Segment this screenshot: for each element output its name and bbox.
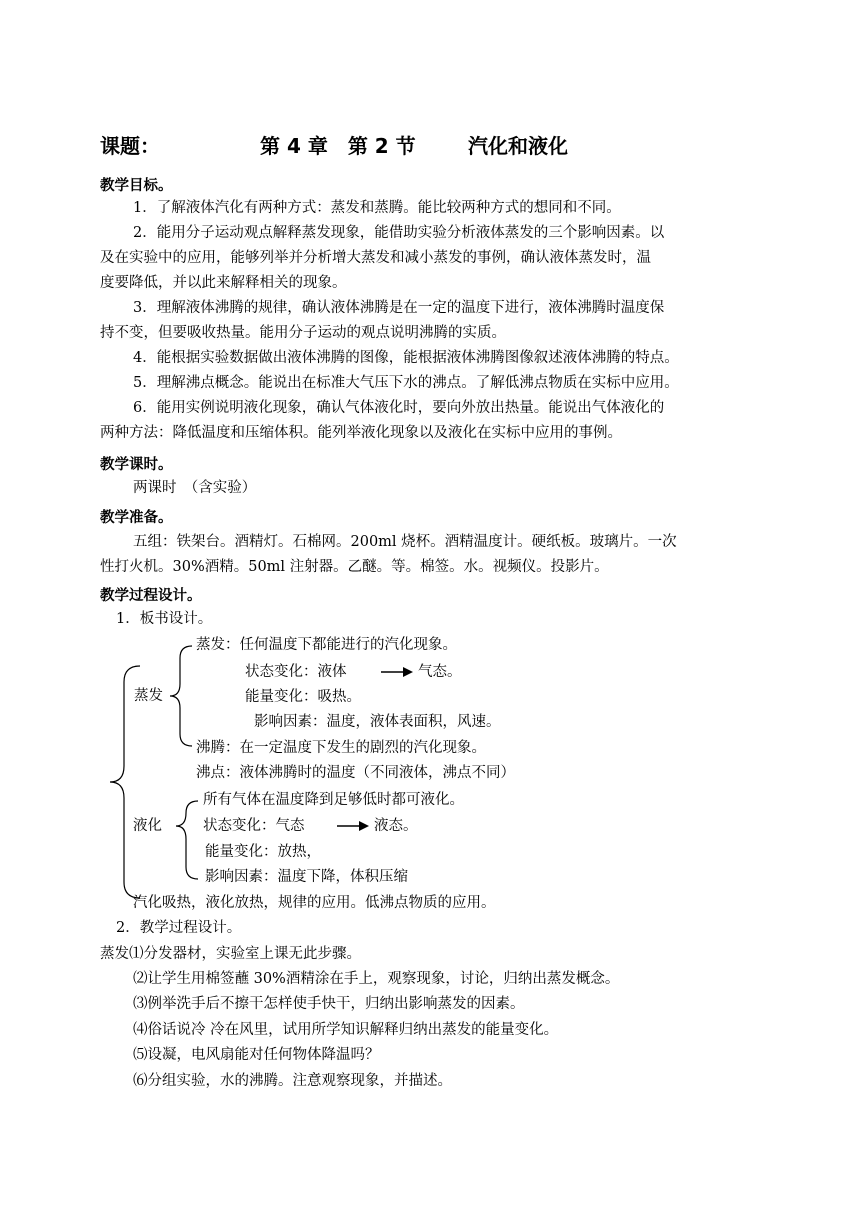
objective-line: 度要降低，并以此来解释相关的现象。	[100, 275, 347, 291]
objective-line: 4．能根据实验数据做出液体沸腾的图像，能根据液体沸腾图像叙述液体沸腾的特点。	[133, 350, 679, 366]
evap-factors: 影响因素：温度，液体表面积，风速。	[254, 714, 501, 730]
evap-arrow-head	[403, 667, 413, 677]
liq-factors: 影响因素：温度下降，体积压缩	[205, 869, 408, 885]
evap-label: 蒸发	[134, 688, 163, 704]
title-name: 汽化和液化	[468, 134, 568, 158]
prep-line: 性打火机。30%酒精。50ml 注射器。乙醚。等。棉签。水。视频仪。投影片。	[100, 559, 609, 575]
liq-energy: 能量变化：放热，	[205, 844, 321, 860]
evap-energy: 能量变化：吸热。	[245, 689, 361, 705]
liq-brace	[176, 801, 198, 879]
boil-point: 沸点：液体沸腾时的温度（不同液体，沸点不同）	[196, 765, 515, 781]
title-chapter: 第 4 章 第 2 节	[260, 134, 416, 158]
liq-definition: 所有气体在温度降到足够低时都可液化。	[203, 792, 464, 808]
objective-line: 持不变，但要吸收热量。能用分子运动的观点说明沸腾的实质。	[100, 325, 506, 341]
hours-heading: 教学课时。	[100, 457, 173, 473]
process-heading: 教学过程设计。	[100, 588, 202, 604]
evap-brace	[170, 646, 192, 746]
evap-state-prefix: 状态变化：液体	[245, 664, 347, 680]
objective-line: 及在实验中的应用，能够列举并分析增大蒸发和减小蒸发的事例，确认液体蒸发时，温	[100, 250, 651, 266]
design-step: ⑷俗话说冷 冷在风里，试用所学知识解释归纳出蒸发的能量变化。	[133, 1022, 559, 1038]
prep-heading: 教学准备。	[100, 510, 173, 526]
design-step: ⑸设凝，电风扇能对任何物体降温吗？	[133, 1047, 380, 1063]
objective-line: 5．理解沸点概念。能说出在标准大气压下水的沸点。了解低沸点物质在实标中应用。	[133, 375, 679, 391]
liq-state-prefix: 状态变化：气态	[203, 818, 305, 834]
liq-label: 液化	[133, 818, 162, 834]
title-label: 课题：	[100, 134, 160, 158]
board-summary: 汽化吸热，液化放热，规律的应用。低沸点物质的应用。	[133, 895, 496, 911]
objective-line: 3．理解液体沸腾的规律，确认液体沸腾是在一定的温度下进行，液体沸腾时温度保	[133, 300, 665, 316]
evap-state-suffix: 气态。	[418, 664, 462, 680]
design-step: ⑶例举洗手后不擦干怎样使手快干，归纳出影响蒸发的因素。	[133, 996, 525, 1012]
design-step: 蒸发⑴分发器材，实验室上课无此步骤。	[100, 946, 361, 962]
design-step: ⑵让学生用棉签蘸 30%酒精涂在手上，观察现象，讨论，归纳出蒸发概念。	[133, 971, 620, 987]
objective-line: 1．了解液体汽化有两种方式：蒸发和蒸腾。能比较两种方式的想同和不同。	[133, 200, 621, 216]
objective-line: 6．能用实例说明液化现象，确认气体液化时，要向外放出热量。能说出气体液化的	[133, 400, 665, 416]
design-step: ⑹分组实验，水的沸腾。注意观察现象，并描述。	[133, 1073, 452, 1089]
hours-text: 两课时 （含实验）	[133, 480, 257, 496]
objective-line: 两种方法：降低温度和压缩体积。能列举液化现象以及液化在实标中应用的事例。	[100, 425, 622, 441]
design-title: 2．教学过程设计。	[116, 920, 242, 936]
evap-definition: 蒸发：任何温度下都能进行的汽化现象。	[196, 637, 457, 653]
prep-line: 五组：铁架台。酒精灯。石棉网。200ml 烧杯。酒精温度计。硬纸板。玻璃片。一次	[133, 534, 677, 550]
liq-state-suffix: 液态。	[374, 818, 418, 834]
objective-line: 2．能用分子运动观点解释蒸发现象，能借助实验分析液体蒸发的三个影响因素。以	[133, 225, 665, 241]
boil-definition: 沸腾：在一定温度下发生的剧烈的汽化现象。	[196, 740, 486, 756]
lesson-title	[100, 130, 780, 162]
liq-arrow-head	[359, 821, 369, 831]
board-title: 1．板书设计。	[116, 611, 213, 627]
objectives-heading: 教学目标。	[100, 178, 173, 194]
